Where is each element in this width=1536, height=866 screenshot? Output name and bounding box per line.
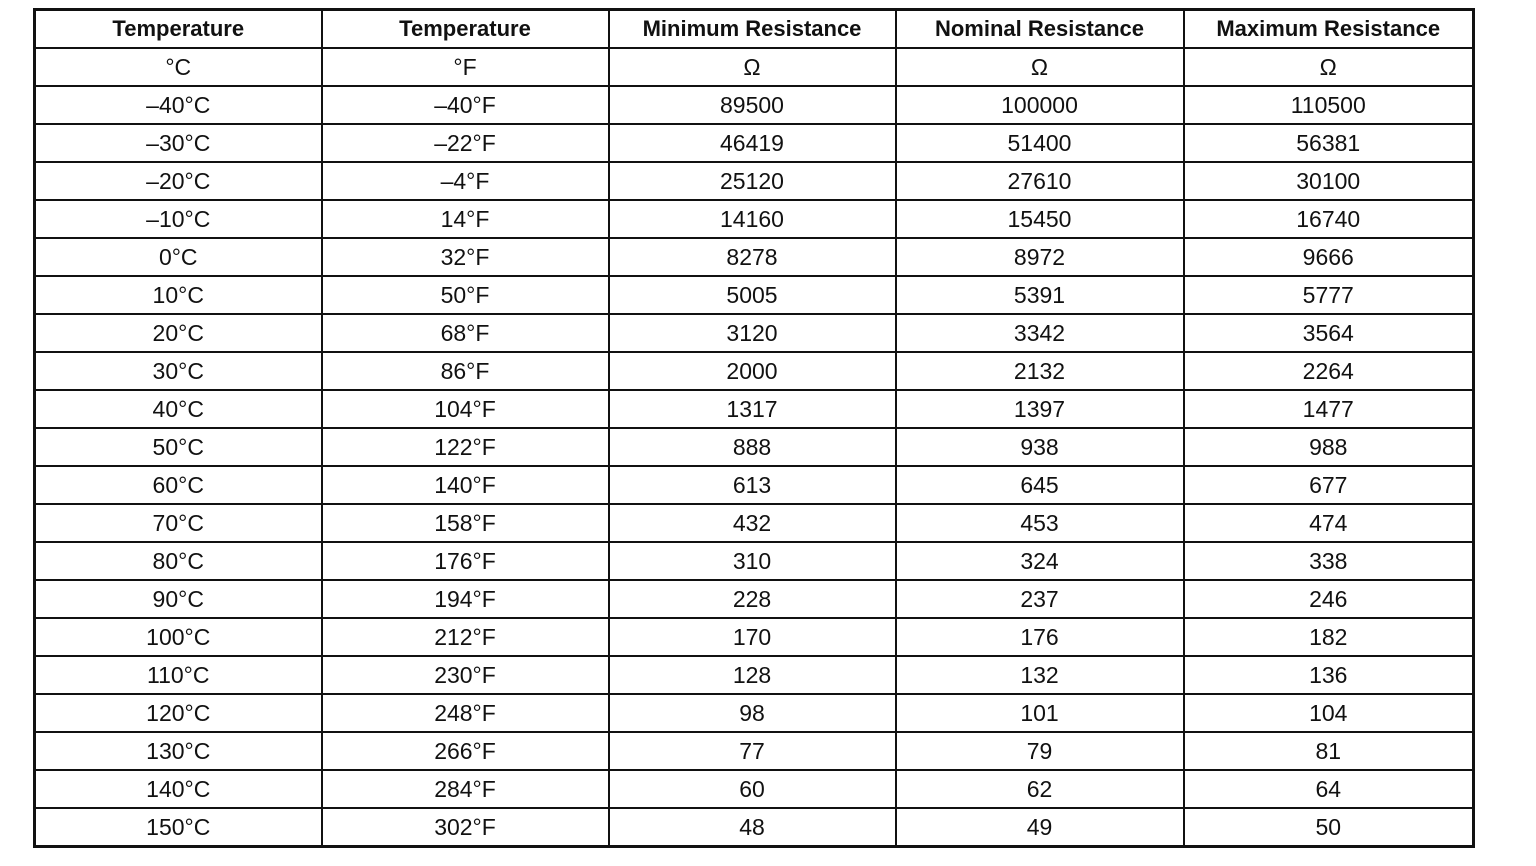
table-row (35, 162, 1474, 200)
cell-min-resistance: 1317 (609, 390, 896, 428)
cell-min-resistance: 46419 (609, 124, 896, 162)
cell-nominal-resistance: 49 (896, 808, 1184, 847)
unit-ohm-max: Ω (1184, 48, 1474, 86)
cell-min-resistance: 5005 (609, 276, 896, 314)
cell-temp-c: –20°C (35, 162, 322, 200)
cell-nominal-resistance: 62 (896, 770, 1184, 808)
cell-min-resistance: 310 (609, 542, 896, 580)
cell-nominal-resistance: 8972 (896, 238, 1184, 276)
cell-temp-f: 140°F (322, 466, 609, 504)
cell-temp-c: 10°C (35, 276, 322, 314)
cell-min-resistance: 77 (609, 732, 896, 770)
cell-max-resistance: 182 (1184, 618, 1474, 656)
table-row (35, 808, 1474, 847)
cell-nominal-resistance: 51400 (896, 124, 1184, 162)
table-row (35, 238, 1474, 276)
table-row (35, 86, 1474, 124)
table-row (35, 618, 1474, 656)
table-row (35, 504, 1474, 542)
header-nominal-resistance: Nominal Resistance (896, 10, 1184, 49)
cell-temp-c: 110°C (35, 656, 322, 694)
cell-temp-f: 104°F (322, 390, 609, 428)
cell-min-resistance: 8278 (609, 238, 896, 276)
cell-temp-f: 14°F (322, 200, 609, 238)
cell-temp-c: 90°C (35, 580, 322, 618)
cell-max-resistance: 1477 (1184, 390, 1474, 428)
table-row (35, 428, 1474, 466)
cell-min-resistance: 98 (609, 694, 896, 732)
cell-temp-c: 120°C (35, 694, 322, 732)
table-body (35, 86, 1474, 847)
table-row (35, 542, 1474, 580)
cell-nominal-resistance: 237 (896, 580, 1184, 618)
cell-max-resistance: 988 (1184, 428, 1474, 466)
cell-max-resistance: 110500 (1184, 86, 1474, 124)
cell-max-resistance: 136 (1184, 656, 1474, 694)
cell-min-resistance: 3120 (609, 314, 896, 352)
header-minimum-resistance: Minimum Resistance (609, 10, 896, 49)
table-row (35, 390, 1474, 428)
cell-min-resistance: 128 (609, 656, 896, 694)
table-row (35, 656, 1474, 694)
cell-temp-f: 302°F (322, 808, 609, 847)
table-row (35, 694, 1474, 732)
cell-max-resistance: 338 (1184, 542, 1474, 580)
table-row (35, 352, 1474, 390)
cell-min-resistance: 48 (609, 808, 896, 847)
cell-nominal-resistance: 1397 (896, 390, 1184, 428)
cell-max-resistance: 677 (1184, 466, 1474, 504)
cell-temp-c: 60°C (35, 466, 322, 504)
cell-max-resistance: 246 (1184, 580, 1474, 618)
cell-max-resistance: 50 (1184, 808, 1474, 847)
cell-nominal-resistance: 3342 (896, 314, 1184, 352)
cell-temp-f: 194°F (322, 580, 609, 618)
table-row (35, 466, 1474, 504)
cell-min-resistance: 432 (609, 504, 896, 542)
cell-max-resistance: 5777 (1184, 276, 1474, 314)
cell-nominal-resistance: 100000 (896, 86, 1184, 124)
cell-temp-c: 40°C (35, 390, 322, 428)
cell-min-resistance: 170 (609, 618, 896, 656)
table-row (35, 732, 1474, 770)
cell-max-resistance: 64 (1184, 770, 1474, 808)
cell-temp-c: 130°C (35, 732, 322, 770)
cell-temp-c: 100°C (35, 618, 322, 656)
cell-temp-f: –40°F (322, 86, 609, 124)
table-row (35, 770, 1474, 808)
cell-nominal-resistance: 132 (896, 656, 1184, 694)
resistance-table (33, 8, 1475, 848)
table-row (35, 200, 1474, 238)
cell-max-resistance: 56381 (1184, 124, 1474, 162)
cell-nominal-resistance: 645 (896, 466, 1184, 504)
cell-temp-c: 50°C (35, 428, 322, 466)
cell-temp-c: 20°C (35, 314, 322, 352)
cell-temp-f: –4°F (322, 162, 609, 200)
table-row (35, 124, 1474, 162)
cell-temp-c: 30°C (35, 352, 322, 390)
cell-temp-f: 230°F (322, 656, 609, 694)
cell-temp-f: 248°F (322, 694, 609, 732)
cell-nominal-resistance: 2132 (896, 352, 1184, 390)
cell-nominal-resistance: 453 (896, 504, 1184, 542)
cell-nominal-resistance: 5391 (896, 276, 1184, 314)
table-row (35, 580, 1474, 618)
cell-temp-c: 0°C (35, 238, 322, 276)
cell-temp-f: 68°F (322, 314, 609, 352)
cell-temp-f: 284°F (322, 770, 609, 808)
cell-temp-c: 80°C (35, 542, 322, 580)
unit-fahrenheit: °F (322, 48, 609, 86)
cell-max-resistance: 474 (1184, 504, 1474, 542)
unit-row (35, 48, 1474, 86)
cell-temp-f: 158°F (322, 504, 609, 542)
cell-max-resistance: 3564 (1184, 314, 1474, 352)
cell-temp-c: –40°C (35, 86, 322, 124)
cell-max-resistance: 16740 (1184, 200, 1474, 238)
cell-nominal-resistance: 27610 (896, 162, 1184, 200)
unit-ohm-min: Ω (609, 48, 896, 86)
header-temperature-f: Temperature (322, 10, 609, 49)
cell-min-resistance: 25120 (609, 162, 896, 200)
header-row (35, 10, 1474, 49)
cell-temp-f: 176°F (322, 542, 609, 580)
cell-temp-f: 50°F (322, 276, 609, 314)
cell-temp-c: –10°C (35, 200, 322, 238)
table-header (35, 10, 1474, 87)
cell-max-resistance: 30100 (1184, 162, 1474, 200)
cell-temp-c: 70°C (35, 504, 322, 542)
cell-min-resistance: 888 (609, 428, 896, 466)
cell-min-resistance: 60 (609, 770, 896, 808)
cell-nominal-resistance: 79 (896, 732, 1184, 770)
table-row (35, 314, 1474, 352)
cell-temp-c: 140°C (35, 770, 322, 808)
header-maximum-resistance: Maximum Resistance (1184, 10, 1474, 49)
cell-nominal-resistance: 324 (896, 542, 1184, 580)
cell-max-resistance: 81 (1184, 732, 1474, 770)
cell-min-resistance: 228 (609, 580, 896, 618)
unit-celsius: °C (35, 48, 322, 86)
cell-temp-f: 212°F (322, 618, 609, 656)
unit-ohm-nominal: Ω (896, 48, 1184, 86)
cell-nominal-resistance: 101 (896, 694, 1184, 732)
cell-temp-f: 266°F (322, 732, 609, 770)
cell-min-resistance: 613 (609, 466, 896, 504)
header-temperature-c: Temperature (35, 10, 322, 49)
cell-max-resistance: 2264 (1184, 352, 1474, 390)
cell-max-resistance: 104 (1184, 694, 1474, 732)
cell-temp-f: –22°F (322, 124, 609, 162)
cell-temp-c: 150°C (35, 808, 322, 847)
cell-nominal-resistance: 938 (896, 428, 1184, 466)
cell-temp-f: 122°F (322, 428, 609, 466)
cell-temp-f: 32°F (322, 238, 609, 276)
cell-max-resistance: 9666 (1184, 238, 1474, 276)
cell-min-resistance: 2000 (609, 352, 896, 390)
cell-nominal-resistance: 15450 (896, 200, 1184, 238)
table-row (35, 276, 1474, 314)
cell-min-resistance: 14160 (609, 200, 896, 238)
cell-min-resistance: 89500 (609, 86, 896, 124)
cell-temp-f: 86°F (322, 352, 609, 390)
cell-nominal-resistance: 176 (896, 618, 1184, 656)
cell-temp-c: –30°C (35, 124, 322, 162)
